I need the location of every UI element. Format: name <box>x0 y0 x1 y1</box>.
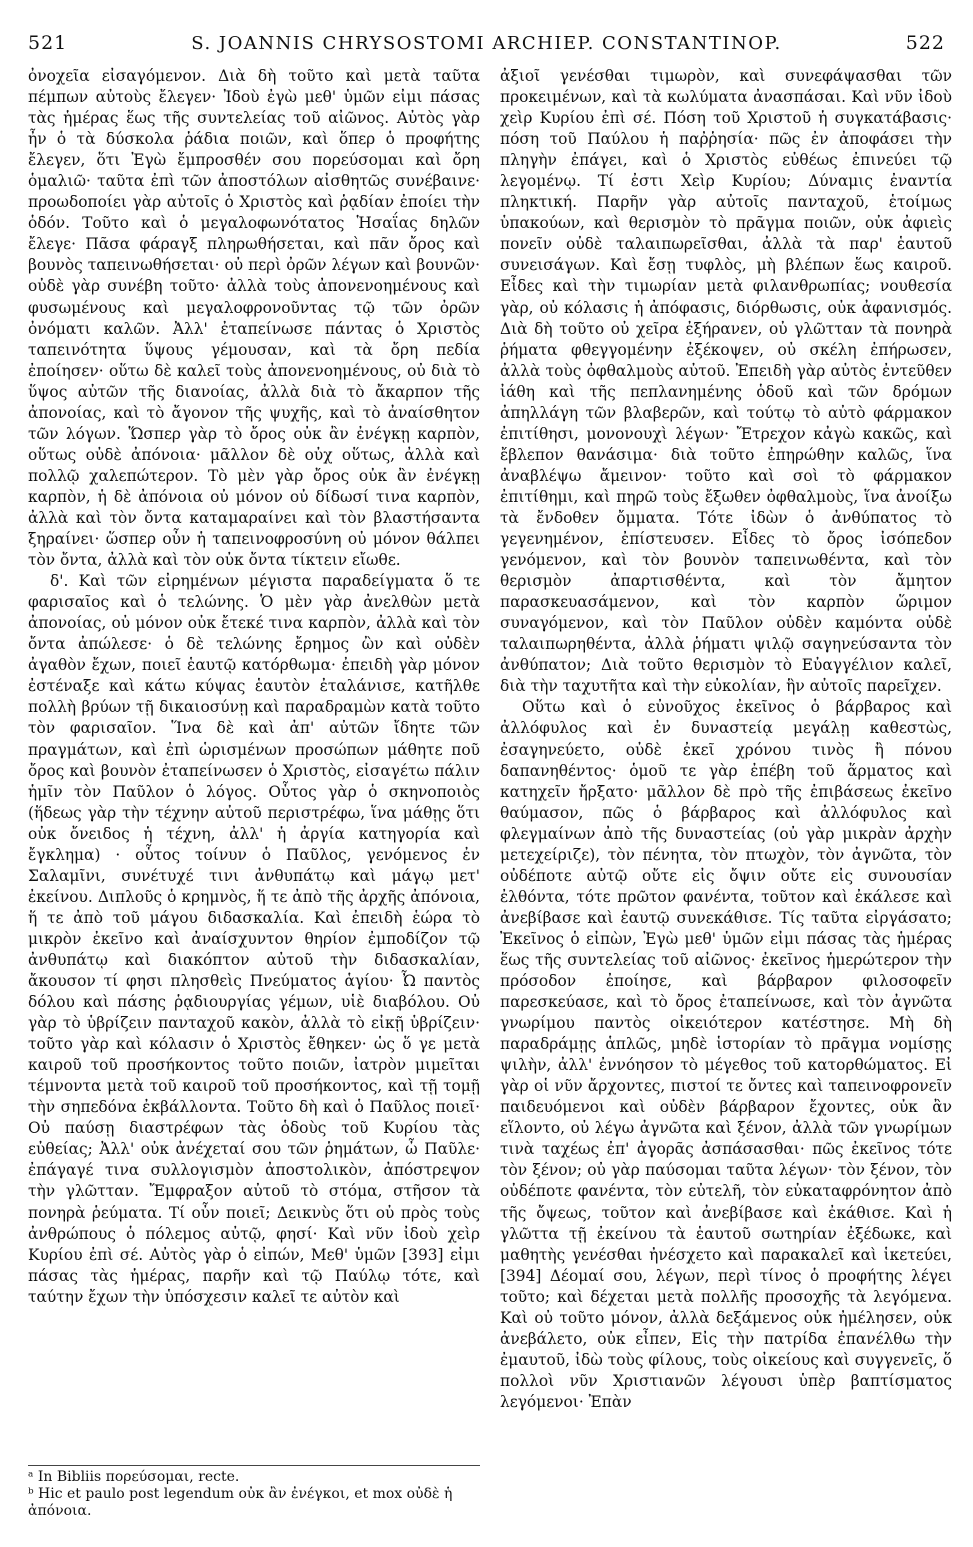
running-header <box>28 32 945 56</box>
left-page-number: 521 <box>28 32 68 54</box>
footnotes <box>28 1465 480 1520</box>
footnote-b: ᵇ Hic et paulo post legendum οὐκ ἂν ἐνέγκοι, et mox οὐδὲ ἡ ἀπόνοια. <box>28 1486 453 1519</box>
right-paragraph-1: ἀξιοῖ γενέσθαι τιμωρὸν, καὶ συνεφάψασθαι τῶν προκειμένων, καὶ τὰ κωλύματα ἀνασπάσαι. Καὶ νῦν ἰδοὺ χεὶρ Κυρίου ἐπὶ σέ. Πόση τοῦ Χριστοῦ ἡ συγκατάβασις· πόση τοῦ Παύλου ἡ παῤῥησία· πῶς ἐν ἀποφάσει τὴν πληγὴν ἐπάγει, καὶ ὁ Χριστὸς εὐθέως ἐπινεύει τῷ λεγομένῳ. Τί ἐστι Χεὶρ Κυρίου; Δύναμις ἐναντία πληκτική. Παρῆν γὰρ αὐτοῖς πανταχοῦ, ἑτοίμως ὑπακούων, καὶ θερισμὸν τὸ πρᾶγμα ποιῶν, οὐκ ἀφιεὶς πονεῖν οὐδὲ ταλαιπωρεῖσθαι, ἀλλὰ τὰ παρ' ἑαυτοῦ συνεισάγων. Καὶ ἔσῃ τυφλὸς, μὴ βλέπων ἕως καιροῦ. Εἶδες καὶ τὴν τιμωρίαν μετὰ φιλανθρωπίας; νουθεσία γὰρ, οὐ κόλασις ἡ ἀπόφασις, διόρθωσις, οὐκ ἀφανισμός. Διὰ δὴ τοῦτο οὐ χεῖρα ἐξήρανεν, οὐ γλῶτταν τὰ πονηρὰ ῥήματα φθεγγομένην ἐξέκοψεν, οὐ σκέλη ἐπήρωσεν, ἀλλὰ τοὺς ὀφθαλμοὺς αὐτοῦ. Ἐπειδὴ γὰρ αὐτὸς ἐντεῦθεν ἰάθη καὶ τῆς πεπλανημένης ὁδοῦ καὶ τῶν δρόμων ἀπηλλάγη τῶν βλαβερῶν, καὶ τούτῳ τὸ αὐτὸ φάρμακον ἐπιτίθησι, μονονουχὶ λέγων· Ἔτρεχον κἀγὼ κακῶς, καὶ ἔβλεπον θανάσιμα· διὰ τοῦτο ἐπηρώθην καλῶς, ἵνα ἀναβλέψω ἄμεινον· τοῦτο καὶ σοὶ τὸ φάρμακον ἐπιτίθημι, καὶ πηρῶ τοὺς ἔξωθεν ὀφθαλμοὺς, ἵνα ἀνοίξω τὰ ἔνδοθεν ὄμματα. Τότε ἰδὼν ὁ ἀνθύπατος τὸ γεγενημένον, ἐπίστευσεν. Εἶδες τὸ ὄρος ἰσόπεδον γενόμενον, καὶ τὸν βουνὸν ταπεινωθέντα, καὶ τὸν θερισμὸν ἀπαρτισθέντα, καὶ τὸν ἄμητον παρασκευασάμενον, καὶ τὸν καρπὸν ὥριμον συναγόμενον, καὶ τὸν Παῦλον οὐδὲν καμόντα οὐδὲ ταλαιπωρηθέντα, ἀλλὰ ῥήματι ψιλῷ σαγηνεύσαντα τὸν ἀνθύπατον; Διὰ τοῦτο θερισμὸν τὸ Εὐαγγέλιον καλεῖ, διὰ τὴν ταχυτῆτα καὶ τὴν εὐκολίαν, ἣν αὐτοῖς παρεῖχεν. <box>500 67 952 696</box>
right-column <box>500 66 952 1413</box>
footnote-a: ᵃ In Bibliis πορεύσομαι, recte. <box>28 1469 240 1485</box>
left-column <box>28 66 480 1308</box>
left-paragraph-2: δ'. Καὶ τῶν εἰρημένων μέγιστα παραδείγματα ὅ τε φαρισαῖος καὶ ὁ τελώνης. Ὁ μὲν γὰρ ἀνελθὼν μετὰ ἀπονοίας, οὐ μόνον οὐκ ἔτεκέ τινα καρπὸν, ἀλλὰ καὶ τὸν ὄντα ἀπώλεσε· ὁ δὲ τελώνης ἔρημος ὢν καὶ οὐδὲν ἀγαθὸν ἔχων, ποιεῖ ἑαυτῷ κατόρθωμα· ἐπειδὴ γὰρ μόνον ἐστέναξε καὶ κάτω κύψας ἑαυτὸν ἐταλάνισε, κατῆλθε πολλὴ βρύων τῇ δικαιοσύνῃ καὶ παραδραμὼν κατὰ τοῦτο τὸν φαρισαῖον. Ἵνα δὲ καὶ ἀπ' αὐτῶν ἴδητε τῶν πραγμάτων, καὶ ἐπὶ ὡρισμένων προσώπων μάθητε ποῦ ὄρος καὶ βουνὸν ἐταπείνωσεν ὁ Χριστὸς, εἰσαγέτω πάλιν ἡμῖν τὸν Παῦλον ὁ λόγος. Οὗτος γὰρ ὁ σκηνοποιὸς (ἥδεως γὰρ τὴν τέχνην αὐτοῦ περιστρέφω, ἵνα μάθῃς ὅτι οὐκ ὄνειδος ἡ τέχνη, ἀλλ' ἡ ἀργία κατηγορία καὶ ἔγκλημα) · οὗτος τοίνυν ὁ Παῦλος, γενόμενος ἐν Σαλαμῖνι, συνέτυχέ τινι ἀνθυπάτῳ καὶ μάγῳ μετ' ἐκείνου. Διπλοῦς ὁ κρημνὸς, ἥ τε ἀπὸ τῆς ἀρχῆς ἀπόνοια, ἥ τε ἀπὸ τοῦ μάγου διδασκαλία. Καὶ ἐπειδὴ ἑώρα τὸ μικρὸν ἐκεῖνο καὶ ἀναίσχυντον θηρίον ἐμποδίζον τῷ ἀνθυπάτῳ καὶ διακόπτον αὐτοῦ τὴν διδασκαλίαν, ἄκουσον τί φησι πλησθεὶς Πνεύματος ἁγίου· Ὦ παντὸς δόλου καὶ πάσης ῥᾳδιουργίας γέμων, υἱὲ διαβόλου. Οὐ γὰρ τὸ ὑβρίζειν πανταχοῦ κακὸν, ἀλλὰ τὸ εἰκῇ ὑβρίζειν· τοῦτο γὰρ καὶ κόλασιν ὁ Χριστὸς ἔθηκεν· ὡς ὅ γε μετὰ καιροῦ τοῦ προσήκοντος τοῦτο ποιῶν, ἰατρὸν μιμεῖται τέμνοντα μετὰ τοῦ καιροῦ τοῦ προσήκοντος, καὶ τῇ τομῇ τὴν σηπεδόνα ἐκβάλλοντα. Τοῦτο δὴ καὶ ὁ Παῦλος ποιεῖ· Οὐ παύσῃ διαστρέφων τὰς ὁδοὺς τοῦ Κυρίου τὰς εὐθείας; Ἀλλ' οὐκ ἀνέχεταί σου τῶν ῥημάτων, ὦ Παῦλε· ἐπάγαγέ τινα συλλογισμὸν ἀποστολικὸν, ἀπόστρεψον τὴν γλῶτταν. Ἔμφραξον αὐτοῦ τὸ στόμα, στῆσον τὰ πονηρὰ ῥεύματα. Τί οὖν ποιεῖ; Δεικνὺς ὅτι οὐ πρὸς τοὺς ἀνθρώπους ὁ πόλεμος αὐτῷ, φησί· Καὶ νῦν ἰδοὺ χεὶρ Κυρίου ἐπὶ σέ. Αὐτὸς γὰρ ὁ εἰπών, Μεθ' ὑμῶν [393] εἰμι πάσας τὰς ἡμέρας, παρῆν καὶ τῷ Παύλῳ τότε, καὶ ταύτην ἔχων τὴν ὑπόσχεσιν καλεῖ τε αὐτὸν καὶ <box>28 572 480 1306</box>
left-paragraph-1: ὀνοχεῖα εἰσαγόμενον. Διὰ δὴ τοῦτο καὶ μετὰ ταῦτα πέμπων αὐτοὺς ἔλεγεν· Ἰδοὺ ἐγὼ μεθ' ὑμῶν εἰμι πάσας τὰς ἡμέρας ἕως τῆς συντελείας τοῦ αἰῶνος. Αὐτὸς γὰρ ἦν ὁ τὰ δύσκολα ῥάδια ποιῶν, καὶ ὅπερ ὁ προφήτης ἔλεγεν, ὅτι Ἐγὼ ἔμπροσθέν σου πορεύσομαι καὶ ὄρη ὁμαλιῶ· ταῦτα ἐπὶ τῶν ἀποστόλων αἰσθητῶς συνέβαινε· προωδοποίει γὰρ αὐτοῖς ὁ Χριστὸς καὶ ῥᾳδίαν ἐποίει τὴν ὁδόν. Τοῦτο καὶ ὁ μεγαλοφωνότατος Ἡσαΐας δηλῶν ἔλεγε· Πᾶσα φάραγξ πληρωθήσεται, καὶ πᾶν ὄρος καὶ βουνὸς ταπεινωθήσεται· οὐ περὶ ὀρῶν λέγων καὶ βουνῶν· οὐδὲ γὰρ συνέβη τοῦτο· ἀλλὰ τοὺς ἀπονενοημένους καὶ φυσωμένους καὶ μεγαλοφρονοῦντας τῷ τῶν ὀρῶν ὀνόματι καλῶν. Ἀλλ' ἐταπείνωσε πάντας ὁ Χριστὸς ταπεινότητα ὕψους γέμουσαν, καὶ τὰ ὄρη πεδία ἐποίησεν· οὕτω δὲ καλεῖ τοὺς ἀπονενοημένους, οὐ διὰ τὸ ὕψος αὐτῶν τῆς διανοίας, ἀλλὰ διὰ τὸ ἄκαρπον τῆς ἀπονοίας, καὶ τὸ ἄγονον τῆς ψυχῆς, καὶ τὸ ἀναίσθητον τῶν λόγων. Ὥσπερ γὰρ τὸ ὄρος οὐκ ἂν ἐνέγκῃ καρπὸν, οὕτως οὐδὲ ἀπόνοια· μᾶλλον δὲ οὐχ οὕτως, ἀλλὰ καὶ πολλῷ χαλεπώτερον. Τὸ μὲν γὰρ ὄρος οὐκ ἂν ἐνέγκῃ καρπὸν, ἡ δὲ ἀπόνοια οὐ μόνον οὐ δίδωσί τινα καρπὸν, ἀλλὰ καὶ τὸν ὄντα καταμαραίνει καὶ τὸν βλαστήσαντα ξηραίνει· ὥσπερ οὖν ἡ ταπεινοφροσύνη οὐ μόνον θάλπει τὸν ὄντα, ἀλλὰ καὶ τὸν οὐκ ὄντα τίκτειν εἴωθε. <box>28 67 480 570</box>
running-title: S. JOANNIS CHRYSOSTOMI ARCHIEP. CONSTANTINOP. <box>191 33 782 54</box>
right-page-number: 522 <box>905 32 945 54</box>
right-paragraph-2: Οὕτω καὶ ὁ εὐνοῦχος ἐκεῖνος ὁ βάρβαρος καὶ ἀλλόφυλος καὶ ἐν δυναστείᾳ μεγάλῃ καθεστὼς, ἐσαγηνεύετο, οὐδὲ ἐκεῖ χρόνου τινὸς ἢ πόνου δαπανηθέντος· ὁμοῦ τε γὰρ ἐπέβη τοῦ ἅρματος καὶ κατηχεῖν ἤρξατο· μᾶλλον δὲ πρὸ τῆς ἐπιβάσεως ἐκεῖνο θαύμασον, πῶς ὁ βάρβαρος καὶ ἀλλόφυλος καὶ φλεγμαίνων ἀπὸ τῆς δυναστείας (οὐ γὰρ μικρὰν ἀρχὴν μετεχείριζε), τὸν πένητα, τὸν πτωχὸν, τὸν ἀγνῶτα, τὸν οὐδέποτε αὐτῷ οὔτε εἰς ὄψιν οὔτε εἰς συνουσίαν ἐλθόντα, τότε πρῶτον φανέντα, τοῦτον καὶ ἐκάλεσε καὶ ἀνεβίβασε καὶ ἑαυτῷ συνεκάθισε. Τίς ταῦτα εἰργάσατο; Ἐκεῖνος ὁ εἰπὼν, Ἐγὼ μεθ' ὑμῶν εἰμι πάσας τὰς ἡμέρας ἕως τῆς συντελείας τοῦ αἰῶνος· ἐκεῖνος ἡμερώτερον τὴν πρόσοδον ἐποίησε, καὶ βάρβαρον φιλοσοφεῖν παρεσκεύασε, καὶ τὸ ὄρος ἐταπείνωσε, καὶ τὸν ἀγνῶτα γνωρίμου παντὸς οἰκειότερον κατέστησε. Μὴ δὴ παραδράμῃς ἁπλῶς, μηδὲ ἱστορίαν τὸ πρᾶγμα νομίσῃς ψιλὴν, ἀλλ' ἐννόησον τὸ μέγεθος τοῦ κατορθώματος. Εἰ γὰρ οἱ νῦν ἄρχοντες, πιστοί τε ὄντες καὶ ταπεινοφρονεῖν παιδευόμενοι καὶ οὐδὲν βάρβαρον ἔχοντες, οὐκ ἂν εἵλοντο, οὐ λέγω ἀγνῶτα καὶ ξένον, ἀλλὰ τῶν γνωρίμων τινὰ ταχέως ἐπ' ἀγορᾶς ἀσπάσασθαι· πῶς ἐκεῖνος τότε τὸν ξένον; οὐ γὰρ παύσομαι ταῦτα λέγων· τὸν ξένον, τὸν οὐδέποτε φανέντα, τὸν εὐτελῆ, τὸν εὐκαταφρόνητον ἀπὸ τῆς ὄψεως, τοῦτον καὶ ἀνεβίβασε καὶ ἐκάθισε. Καὶ ἡ γλῶττα τῇ ἐκείνου τὰ ἑαυτοῦ σωτηρίαν ἐξέδωκε, καὶ μαθητὴς γενέσθαι ἠνέσχετο καὶ παρακαλεῖ καὶ ἱκετεύει, [394] Δέομαί σου, λέγων, περὶ τίνος ὁ προφήτης λέγει τοῦτο; καὶ δέχεται μετὰ πολλῆς προσοχῆς τὰ λεγόμενα. Καὶ οὐ τοῦτο μόνον, ἀλλὰ δεξάμενος οὐκ ἠμέλησεν, οὐκ ἀνεβάλετο, οὐκ εἶπεν, Εἰς τὴν πατρίδα ἐπανέλθω τὴν ἐμαυτοῦ, ἰδὼ τοὺς φίλους, τοὺς οἰκείους καὶ συγγενεῖς, ὅ πολλοὶ νῦν Χριστιανῶν λέγουσι ὑπὲρ βαπτίσματος λεγόμενοι· Ἐπὰν <box>500 698 952 1411</box>
